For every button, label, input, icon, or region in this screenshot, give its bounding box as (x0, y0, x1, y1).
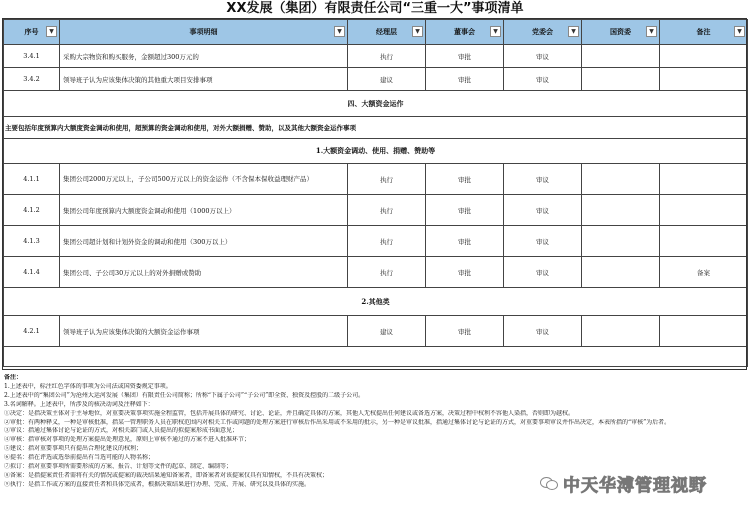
cell-sasac[interactable] (582, 226, 660, 257)
wechat-icon (540, 476, 558, 490)
cell-party[interactable]: 审议 (504, 316, 582, 347)
section-row (4, 91, 748, 117)
cell-item[interactable]: 集团公司年度预算内大额度资金调动和使用（1000万以上） (60, 195, 348, 226)
cell-board[interactable]: 审批 (426, 316, 504, 347)
cell-sasac[interactable] (582, 316, 660, 347)
note-line: ③审议：指通过集体讨论与论证的方式，对相关部门或人员提出的拟提案形成书面意见； (4, 427, 239, 435)
section-note-row (4, 117, 748, 139)
col-header-label: 董事会 (454, 27, 475, 36)
note-line: ④审核：指审核对事项的处理方案提出处理意见，原则上审核不通过的方案不进入批准环节； (4, 436, 251, 444)
table-row (4, 257, 748, 288)
note-line: ①决定：是指决策主体对于主导地位，对重要决策事项实施全程监管，包括开展具体的研究、讨论、论证，并且确定具体的方案，其他人无权提出任何建议或备选方案，决策过程中权利不容他人染指，否则即为越权。 (4, 409, 575, 417)
filter-dropdown-icon[interactable]: ▼ (412, 26, 423, 37)
col-header-manager (348, 20, 426, 45)
cell-board[interactable]: 审批 (426, 68, 504, 91)
cell-no[interactable]: 4.1.3 (4, 226, 60, 257)
col-header-remark (660, 20, 748, 45)
filter-dropdown-icon[interactable]: ▼ (734, 26, 745, 37)
col-header-board (426, 20, 504, 45)
empty-row (4, 347, 748, 367)
note-line: ②审批：有两种释义，一种是审核批准，指某一管理职务人员在职权范围内对相关工作或问题的处理方案进行审核后作出采用或不采用的批示，另一种是审议批准，指通过集体讨论与论证的方式，对重要事项审议并作出决定，本表所指的“审核”为后者。 (4, 418, 671, 426)
cell-no[interactable]: 3.4.1 (4, 45, 60, 68)
cell-manager[interactable]: 执行 (348, 226, 426, 257)
cell-sasac[interactable] (582, 195, 660, 226)
cell-party[interactable]: 审议 (504, 45, 582, 68)
table-row (4, 316, 748, 347)
cell-board[interactable]: 审批 (426, 195, 504, 226)
watermark-text: 中天华溥管理视野 (563, 475, 707, 496)
note-line: ⑦拟订：指对重要事项所需要形成的方案、报告、计划等文件的起草、制定、编制等； (4, 463, 233, 471)
cell-remark[interactable] (660, 195, 748, 226)
table-row (4, 195, 748, 226)
col-header-label: 备注 (696, 27, 711, 36)
cell-item[interactable]: 集团公司超计划和计划外资金的调动和使用（300万以上） (60, 226, 348, 257)
notes-heading: 备注： (4, 374, 23, 381)
page-title: XX发展（集团）有限责任公司“三重一大”事项清单 (226, 1, 524, 16)
note-line: ⑨执行：是指工作或方案的直接责任者和具体完成者，根据决策结果进行办理、完成、开展、研究以及具体的实施。 (4, 480, 311, 488)
cell-no[interactable]: 4.1.1 (4, 164, 60, 195)
cell-item[interactable]: 采购大宗物资和购买服务，金额超过300万元的 (60, 45, 348, 68)
cell-remark[interactable]: 备案 (660, 257, 748, 288)
cell-board[interactable]: 审批 (426, 257, 504, 288)
subsection-title[interactable]: 1.大额资金调动、使用、捐赠、赞助等 (4, 139, 748, 164)
cell-no[interactable]: 3.4.2 (4, 68, 60, 91)
cell-party[interactable]: 审议 (504, 257, 582, 288)
cell-manager[interactable]: 执行 (348, 45, 426, 68)
cell-manager[interactable]: 建议 (348, 316, 426, 347)
cell-remark[interactable] (660, 226, 748, 257)
col-header-label: 事项明细 (189, 27, 218, 36)
cell-sasac[interactable] (582, 45, 660, 68)
cell-sasac[interactable] (582, 164, 660, 195)
table-row (4, 45, 748, 68)
col-header-label: 国资委 (610, 27, 631, 36)
table-row (4, 226, 748, 257)
table-row (4, 68, 748, 91)
cell-party[interactable]: 审议 (504, 68, 582, 91)
cell-board[interactable]: 审批 (426, 164, 504, 195)
cell-remark[interactable] (660, 164, 748, 195)
cell-sasac[interactable] (582, 257, 660, 288)
cell-party[interactable]: 审议 (504, 226, 582, 257)
subsection-title[interactable]: 2.其他类 (4, 288, 748, 316)
cell-item[interactable]: 领导班子认为应该集体决策的其他重大项目安排事项 (60, 68, 348, 91)
section-title[interactable]: 四、大额资金运作 (4, 91, 748, 117)
header-row (4, 20, 748, 45)
cell-item[interactable]: 集团公司、子公司30万元以上的对外捐赠或赞助 (60, 257, 348, 288)
col-header-party (504, 20, 582, 45)
filter-dropdown-icon[interactable]: ▼ (46, 26, 57, 37)
cell-no[interactable]: 4.1.2 (4, 195, 60, 226)
note-line: ⑥提名：指在评选或选举前提出有当选可能的人物名称； (4, 454, 155, 462)
watermark (540, 472, 707, 494)
cell-no[interactable]: 4.1.4 (4, 257, 60, 288)
filter-dropdown-icon[interactable]: ▼ (568, 26, 579, 37)
cell-remark[interactable] (660, 68, 748, 91)
cell-remark[interactable] (660, 316, 748, 347)
subsection-row (4, 139, 748, 164)
cell-manager[interactable]: 执行 (348, 164, 426, 195)
col-header-sasac (582, 20, 660, 45)
note-line: 3.名词解释。上述表中，所涉及的核决动词及注释如下： (4, 400, 154, 408)
cell-item[interactable]: 集团公司2000万元以上，子公司500万元以上的资金运作（不含保本保收益理财产品） (60, 164, 348, 195)
matters-table (3, 19, 748, 367)
col-header-label: 经理层 (376, 27, 397, 36)
cell-manager[interactable]: 执行 (348, 257, 426, 288)
cell-board[interactable]: 审批 (426, 226, 504, 257)
note-line: 2.上述表中的“集团公司”为沧州大运河发展（集团）有限责任公司简称；所称“下属子公司”“子公司”即全资、独资及控股的二级子公司。 (4, 391, 365, 399)
note-line: ⑤建议：指对重要事项只有提出合理化建议的权利； (4, 445, 143, 453)
cell-item[interactable]: 领导班子认为应该集体决策的大额资金运作事项 (60, 316, 348, 347)
cell-sasac[interactable] (582, 68, 660, 91)
cell-remark[interactable] (660, 45, 748, 68)
col-header-item (60, 20, 348, 45)
col-header-label: 序号 (24, 27, 39, 36)
note-line: 1.上述表中，标注红色字体的事项为公司法或国资委规定事项。 (4, 382, 172, 390)
note-line: ⑧备案：是指提案责任者需将有关的情况或提案的裁决结果通知备案者，即备案者对该提案仅具有知情权，不具有决策权； (4, 471, 329, 479)
subsection-row (4, 288, 748, 316)
cell-board[interactable]: 审批 (426, 45, 504, 68)
cell-party[interactable]: 审议 (504, 195, 582, 226)
cell-manager[interactable]: 执行 (348, 195, 426, 226)
cell-manager[interactable]: 建议 (348, 68, 426, 91)
filter-dropdown-icon[interactable]: ▼ (334, 26, 345, 37)
section-description[interactable]: 主要包括年度预算内大额度资金调动和使用，超预算的资金调动和使用，对外大额捐赠、赞助，以及其他大额资金运作事项 (4, 117, 748, 139)
cell-party[interactable]: 审议 (504, 164, 582, 195)
filter-dropdown-icon[interactable]: ▼ (490, 26, 501, 37)
col-header-no (4, 20, 60, 45)
table-row (4, 164, 748, 195)
empty-cell[interactable] (4, 347, 748, 367)
filter-dropdown-icon[interactable]: ▼ (646, 26, 657, 37)
cell-no[interactable]: 4.2.1 (4, 316, 60, 347)
col-header-label: 党委会 (532, 27, 553, 36)
